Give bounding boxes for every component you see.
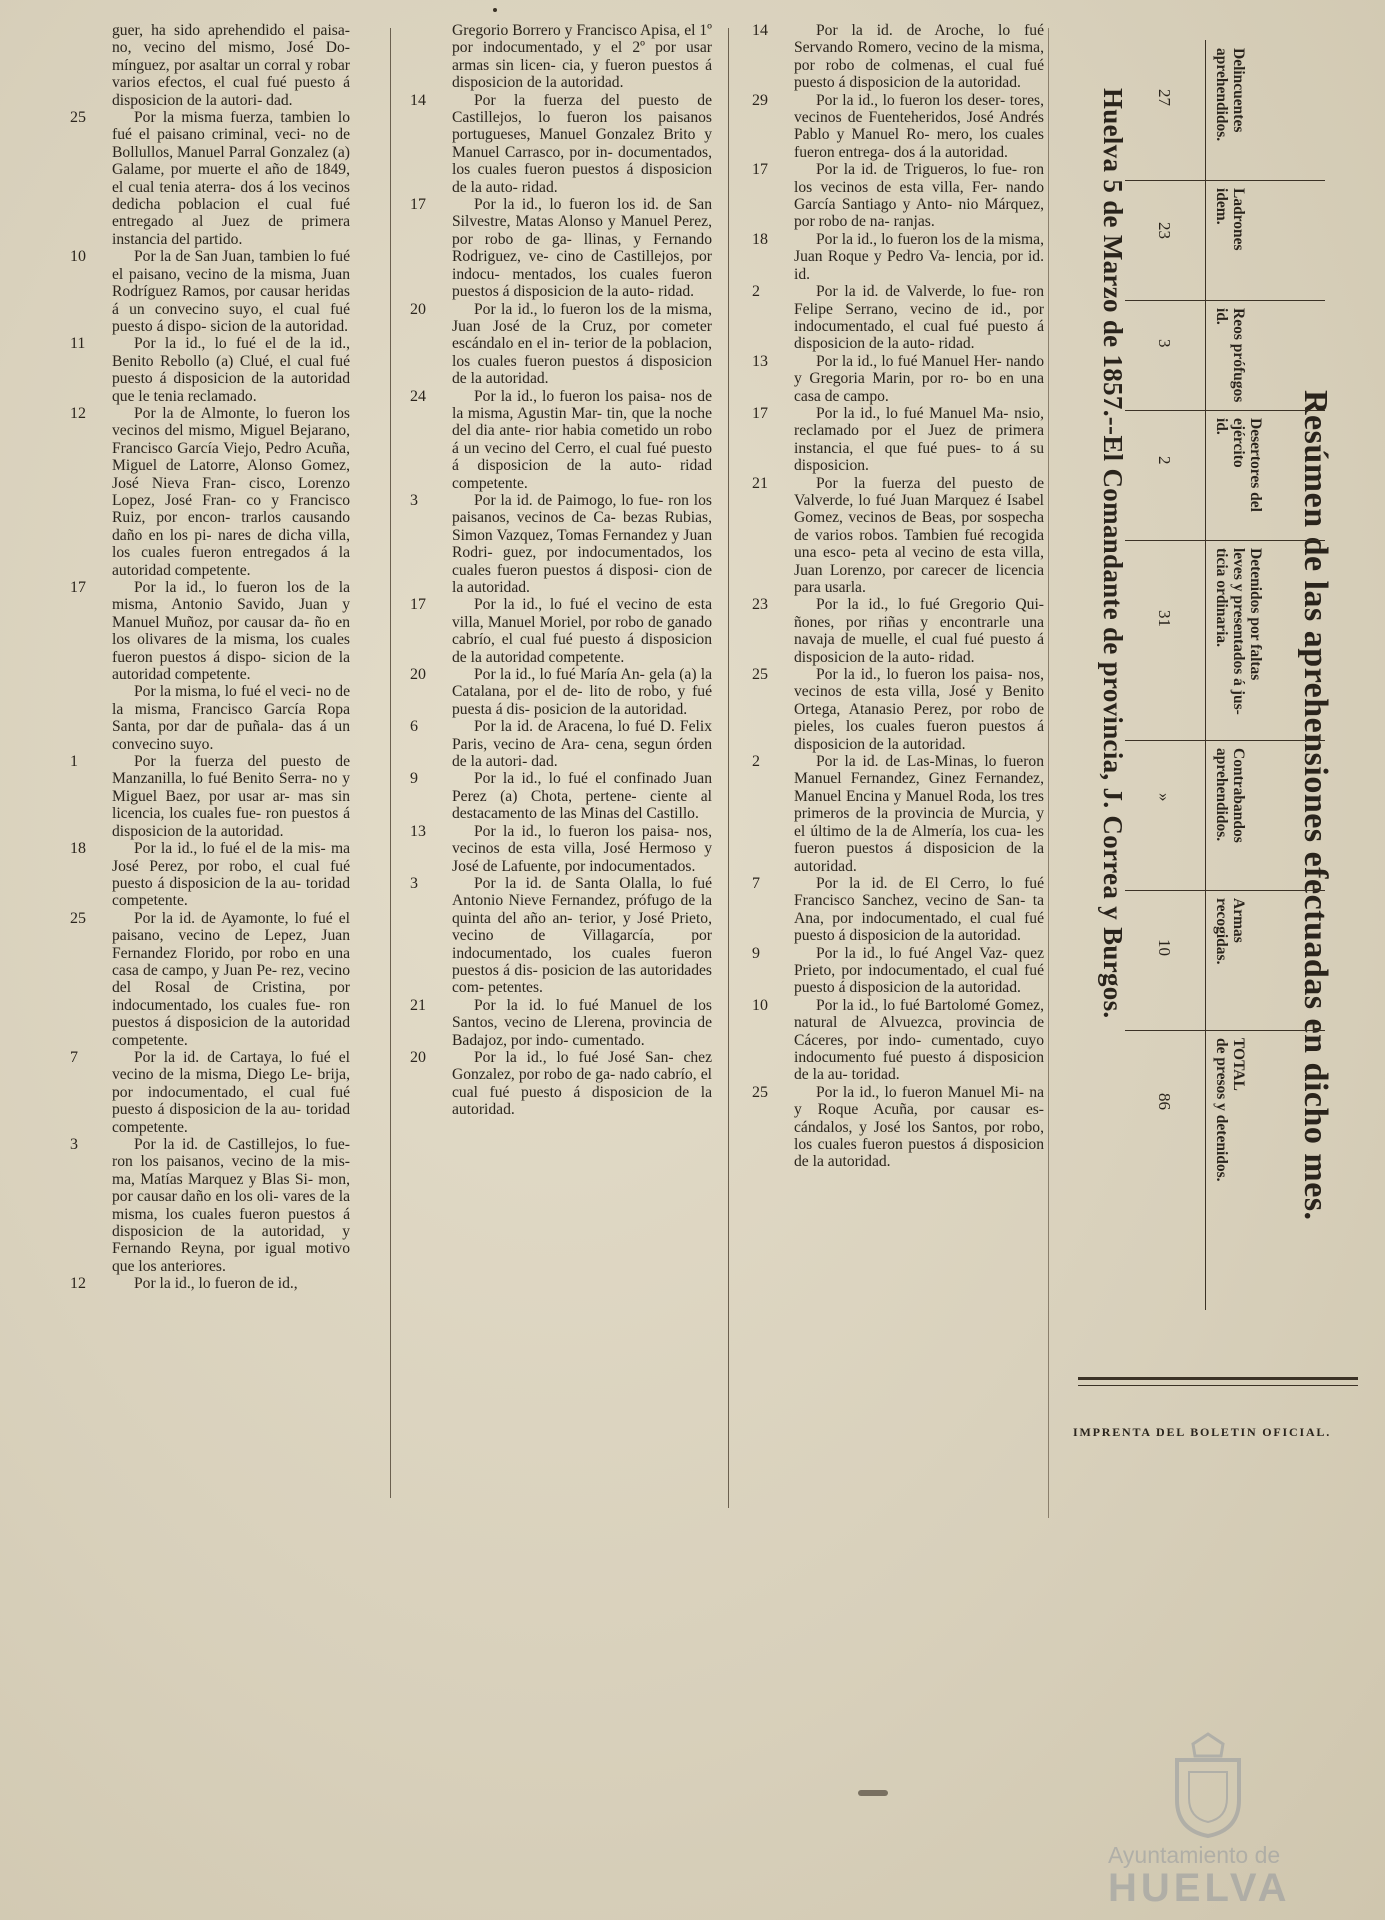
watermark-line-1: Ayuntamiento de bbox=[1108, 1842, 1281, 1868]
entry-text: Por la id. de Las-Minas, lo fueron Manuel Fernandez, Ginez Fernandez, Manuel Encina y Manuel Roda, los tres primeros de la provincia de Murcia, y el último de la de Almería, los cua- les fueron puestos á disposicion de la autoridad. bbox=[794, 753, 1044, 875]
summary-value: 10 bbox=[1155, 939, 1174, 956]
entry-day: 17 bbox=[70, 579, 86, 596]
summary-value: 27 bbox=[1155, 89, 1174, 106]
report-entry bbox=[400, 1049, 712, 1119]
report-entry bbox=[60, 753, 350, 840]
summary-row bbox=[1125, 1030, 1325, 1210]
text-column-2 bbox=[400, 22, 712, 1119]
entry-day: 13 bbox=[752, 352, 768, 370]
report-entry bbox=[742, 875, 1044, 945]
report-entry bbox=[400, 823, 712, 875]
summary-value: 3 bbox=[1155, 339, 1174, 348]
summary-table bbox=[1125, 40, 1325, 1310]
report-entry bbox=[60, 335, 350, 405]
entry-text: Por la id., lo fué Manuel Ma- nsio, reclamado por el Juez de primera instancia, el que fué pues- to á su disposicion. bbox=[794, 404, 1044, 475]
entry-day: 17 bbox=[410, 596, 426, 614]
entry-day: 7 bbox=[752, 874, 760, 892]
report-entry bbox=[742, 22, 1044, 92]
summary-value: 23 bbox=[1155, 222, 1174, 239]
entry-text: Por la id., lo fueron los paisa- nos de la misma, Agustin Mar- tin, que la noche del dia ante- rior habia cometido un robo á un vecino del Cerro, el cual fué puesto á disposicion de la auto- ridad competente. bbox=[452, 387, 712, 492]
text-column-1 bbox=[60, 22, 350, 1293]
entry-text: Por la id. de Valverde, lo fue- ron Felipe Serrano, vecino de id., por indocumentado, el cual fué puesto á disposicion de la auto- ridad. bbox=[794, 283, 1044, 353]
summary-row bbox=[1125, 40, 1325, 181]
entry-text: Por la id., lo fueron de id., bbox=[134, 1275, 298, 1293]
entry-text: Por la id., lo fué el vecino de esta villa, Manuel Moriel, por robo de ganado cabrío, el cual fué puesto á disposicion de la autoridad competente. bbox=[452, 596, 712, 666]
signature-line: Huelva 5 de Marzo de 1857.--El Comandante de provincia, J. Correa y Burgos. bbox=[1098, 88, 1128, 1019]
report-entry bbox=[400, 92, 712, 196]
entry-day: 25 bbox=[752, 666, 768, 684]
entry-day: 25 bbox=[70, 909, 86, 927]
archive-watermark bbox=[1108, 1730, 1318, 1910]
entry-day: 2 bbox=[752, 283, 760, 301]
report-entry bbox=[400, 875, 712, 997]
closing-rule bbox=[1078, 1377, 1358, 1386]
report-entry bbox=[60, 1049, 350, 1136]
report-entry bbox=[742, 405, 1044, 475]
report-entry bbox=[60, 109, 350, 248]
entry-day: 12 bbox=[70, 1275, 86, 1293]
entry-day: 12 bbox=[70, 404, 86, 422]
entry-day: 17 bbox=[752, 404, 768, 422]
report-entry bbox=[400, 492, 712, 596]
report-entry bbox=[60, 1136, 350, 1275]
entry-text: Por la id., lo fueron los paisa- nos, vecinos de esta villa, José y Benito Ortega, Atanasio Perez, por robo de pieles, los cuales fueron puestos á disposicion de la autoridad. bbox=[794, 666, 1044, 753]
summary-row bbox=[1125, 740, 1325, 891]
entry-day: 13 bbox=[410, 822, 426, 840]
entry-text: Por la id., lo fueron los paisa- nos, vecinos de esta villa, José Hermoso y José de Lafuente, por indocumentados. bbox=[452, 822, 712, 875]
summary-label: TOTAL de presos y detenidos. bbox=[1213, 1038, 1247, 1182]
summary-row bbox=[1125, 410, 1325, 541]
summary-value: 86 bbox=[1155, 1093, 1174, 1110]
entry-day: 2 bbox=[752, 753, 760, 771]
entry-text: Por la id. de Aroche, lo fué Servando Romero, vecino de la misma, por robo de colmenas, el cual fué puesto á disposicion de la autoridad. bbox=[794, 22, 1044, 92]
summary-row bbox=[1125, 540, 1325, 741]
entry-text: Por la id. de El Cerro, lo fué Francisco Sanchez, vecino de San- ta Ana, por indocumentado, el cual fué puesto á disposicion de la autoridad. bbox=[794, 874, 1044, 945]
summary-label: Reos prófugos id. bbox=[1213, 308, 1247, 403]
summary-row bbox=[1125, 890, 1325, 1031]
entry-day: 23 bbox=[752, 596, 768, 614]
ink-dot bbox=[493, 8, 497, 12]
entry-day: 9 bbox=[752, 944, 760, 962]
report-entry bbox=[60, 910, 350, 1049]
summary-value: 2 bbox=[1155, 456, 1174, 465]
report-entry bbox=[742, 997, 1044, 1084]
entry-text: Por la fuerza del puesto de Castillejos, lo fueron los paisanos portugueses, Manuel Gonzalez Brito y Manuel Carrasco, por in- documentados, los cuales fueron puestos á disposicion de la auto- ridad. bbox=[452, 91, 712, 196]
summary-label: Ladrones idem. bbox=[1213, 188, 1247, 251]
entry-day: 10 bbox=[752, 996, 768, 1014]
entry-text: Por la id., lo fué Bartolomé Gomez, natural de Alvuezca, provincia de Cáceres, por indo- cumentado, cuyo indocumento fué puesto á disposicion de la au- toridad. bbox=[794, 996, 1044, 1084]
report-entry bbox=[60, 22, 350, 109]
report-entry bbox=[400, 666, 712, 718]
entry-text: Por la id. de Santa Olalla, lo fué Antonio Nieve Fernandez, prófugo de la quinta del año an- terior, y José Prieto, vecino de Villagarcía, por indocumentado, los cuales fueron puestos á dis- posicion de las autoridades com- petentes. bbox=[452, 874, 712, 997]
entry-text: Por la id. de Paimogo, lo fue- ron los paisanos, vecinos de Ca- bezas Rubias, Simon Vazquez, Tomas Fernandez y Juan Rodri- guez, por indocumentados, los cuales fueron puestos á disposi- cion de la autoridad. bbox=[452, 491, 712, 596]
entry-day: 1 bbox=[70, 753, 78, 771]
entry-day: 3 bbox=[410, 491, 418, 509]
entry-text: Por la misma fuerza, tambien lo fué el paisano criminal, veci- no de Bollullos, Manuel Parral Gonzalez (a) Galame, por muerte el año de 1849, el cual tenia aterra- dos á los vecinos dedicha poblacion el cual fué entregado al Juez de primera instancia del partido. bbox=[112, 109, 350, 248]
entry-text: Por la id., lo fué Gregorio Qui- ñones, por riñas y encontrarle una navaja de muelle, el cual fué puesto á disposicion de la auto- ridad. bbox=[794, 596, 1044, 666]
report-entry bbox=[400, 388, 712, 492]
entry-day: 11 bbox=[70, 335, 86, 353]
summary-value: » bbox=[1155, 793, 1174, 802]
entry-text: Por la id. de Castillejos, lo fue- ron los paisanos, vecino de la mis- ma, Matías Marquez y Blas Si- mon, por causar daño en los oli- vares de la misma, los cuales fueron puestos á disposicion de la autoridad, y Fernando Reyna, por igual motivo que los anteriores. bbox=[112, 1136, 350, 1275]
entry-text: Por la id., lo fueron Manuel Mi- na y Roque Acuña, por causar es- cándalos, y José los Santos, por robo, los cuales fueron puestos á disposicion de la autoridad. bbox=[794, 1083, 1044, 1171]
column-rule bbox=[390, 28, 391, 1498]
column-rule bbox=[728, 28, 729, 1508]
entry-text: Por la de Almonte, lo fueron los vecinos del mismo, Miguel Bejarano, Francisco García Viejo, Pedro Acuña, Miguel de Latorre, Alonso Gomez, José Nieva Fran- cisco, Lorenzo Lopez, José Fran- co y Francisco Ruiz, por encon- trarlos causando daño en los pi- nares de dicha villa, los cuales fueron entregados á la autoridad competente. bbox=[112, 404, 350, 579]
report-entry bbox=[400, 22, 712, 92]
entry-day: 14 bbox=[752, 22, 768, 39]
entry-text: Por la id. lo fué Manuel de los Santos, vecino de Llerena, provincia de Badajoz, por indo- cumentado. bbox=[452, 996, 712, 1049]
entry-text: Por la id. de Cartaya, lo fué el vecino de la misma, Diego Le- brija, por indocumentado, el cual fué puesto á disposicion de la au- toridad competente. bbox=[112, 1048, 350, 1136]
summary-row bbox=[1125, 300, 1325, 411]
entry-day: 18 bbox=[70, 840, 86, 858]
entry-text: Por la id., lo fueron los de la misma, Antonio Savido, Juan y Manuel Muñoz, por causar da- ño en los olivares de la misma, los cuales fueron puestos á dispo- sicion de la autoridad competente. bbox=[112, 579, 350, 684]
entry-text: Por la id. de Trigueros, lo fue- ron los vecinos de esta villa, Fer- nando García Santiago y Anto- nio Márquez, por robo de na- ranjas. bbox=[794, 161, 1044, 231]
column-rule bbox=[1048, 28, 1049, 1518]
entry-day: 3 bbox=[410, 874, 418, 892]
entry-day: 9 bbox=[410, 770, 418, 788]
entry-day: 29 bbox=[752, 91, 768, 109]
entry-day: 20 bbox=[410, 666, 426, 684]
report-entry bbox=[742, 231, 1044, 283]
report-entry bbox=[742, 596, 1044, 666]
report-entry bbox=[400, 997, 712, 1049]
report-entry bbox=[400, 770, 712, 822]
summary-heading: Resúmen de las aprehensiones efectuadas en dicho mes. bbox=[1297, 390, 1334, 1221]
report-entry bbox=[60, 1275, 350, 1292]
report-entry bbox=[60, 683, 350, 753]
entry-text: Por la id., lo fueron los de la misma, Juan José de la Cruz, por cometer escándalo en el in- terior de la poblacion, los cuales fueron puestos á disposicion de la autoridad. bbox=[452, 300, 712, 388]
ink-smudge bbox=[858, 1790, 888, 1796]
entry-day: 7 bbox=[70, 1048, 78, 1066]
report-entry bbox=[742, 475, 1044, 597]
entry-text: Por la id., lo fueron los de la misma, Juan Roque y Pedro Va- lencia, por id. id. bbox=[794, 230, 1044, 283]
entry-text: guer, ha sido aprehendido el paisa- no, vecino del mismo, José Do- mínguez, por asaltar un corral y robar varios efectos, el cual fué puesto á disposicion de la autori- dad. bbox=[112, 22, 350, 109]
report-entry bbox=[742, 92, 1044, 162]
entry-day: 20 bbox=[410, 1048, 426, 1066]
entry-text: Por la id., lo fué el de la id., Benito Rebollo (a) Clué, el cual fué puesto á disposicion de la autoridad que le tenia reclamado. bbox=[112, 335, 350, 405]
entry-day: 3 bbox=[70, 1136, 78, 1153]
entry-text: Gregorio Borrero y Francisco Apisa, el 1º por indocumentado, y el 2º por usar armas sin licen- cia, y fueron puestos á disposicion de la autoridad. bbox=[452, 22, 712, 92]
report-entry bbox=[742, 283, 1044, 353]
entry-text: Por la id., lo fué el de la mis- ma José Perez, por robo, el cual fué puesto á disposicion de la au- toridad competente. bbox=[112, 840, 350, 910]
entry-day: 21 bbox=[752, 474, 768, 492]
summary-label: Detenidos por faltas leves y presentados á jus- ticia ordinaria. bbox=[1213, 548, 1264, 715]
report-entry bbox=[742, 353, 1044, 405]
entry-text: Por la id., lo fué María An- gela (a) la Catalana, por el de- lito de robo, y fué puesta á dis- posicion de la autoridad. bbox=[452, 666, 712, 718]
entry-day: 17 bbox=[410, 196, 426, 214]
entry-day: 20 bbox=[410, 300, 426, 318]
entry-day: 17 bbox=[752, 161, 768, 179]
entry-text: Por la id., lo fueron los id. de San Silvestre, Matas Alonso y Manuel Perez, por robo de ga- llinas, y Fernando Rodriguez, ve- cino de Castillejos, por indocu- mentados, los cuales fueron puestos á disposicion de la auto- ridad. bbox=[452, 196, 712, 301]
report-entry bbox=[742, 161, 1044, 231]
entry-day: 25 bbox=[752, 1083, 768, 1101]
entry-day: 24 bbox=[410, 387, 426, 405]
text-column-3 bbox=[742, 22, 1044, 1171]
summary-row bbox=[1125, 180, 1325, 301]
entry-day: 6 bbox=[410, 718, 418, 736]
entry-day: 18 bbox=[752, 230, 768, 248]
summary-label: Desertores del ejército id. bbox=[1213, 418, 1264, 512]
report-entry bbox=[60, 840, 350, 910]
entry-text: Por la id. de Aracena, lo fué D. Felix Paris, vecino de Ara- cena, segun órden de la autori- dad. bbox=[452, 718, 712, 771]
report-entry bbox=[400, 596, 712, 666]
report-entry bbox=[400, 196, 712, 300]
entry-day: 25 bbox=[70, 109, 86, 127]
entry-text: Por la id., lo fué Manuel Her- nando y Gregoria Marin, por ro- bo en una casa de campo. bbox=[794, 352, 1044, 405]
entry-day: 10 bbox=[70, 248, 86, 266]
summary-label: Delincuentes aprehendidos. bbox=[1213, 48, 1247, 142]
report-entry bbox=[742, 753, 1044, 875]
report-entry bbox=[742, 666, 1044, 753]
summary-value: 31 bbox=[1155, 610, 1174, 627]
entry-text: Por la id. de Ayamonte, lo fué el paisano, vecino de Lepez, Juan Fernandez Florido, por robo en una casa de campo, y Juan Pe- rez, vecino del Rosal de Cristina, por indocumentado, los cuales fue- ron puestos á disposicion de la autoridad competente. bbox=[112, 909, 350, 1049]
report-entry bbox=[60, 579, 350, 683]
entry-text: Por la id., lo fueron los deser- tores, vecinos de Fuenteheridos, José Andrés Pablo y Manuel Ro- mero, los cuales fueron entrega- dos á la autoridad. bbox=[794, 91, 1044, 161]
imprint-line: IMPRENTA DEL BOLETIN OFICIAL. bbox=[1073, 1425, 1332, 1439]
entry-text: Por la de San Juan, tambien lo fué el paisano, vecino de la misma, Juan Rodríguez Ramos, por causar heridas á un convecino suyo, el cual fué puesto á dispo- sicion de la autoridad. bbox=[112, 248, 350, 335]
report-entry bbox=[400, 301, 712, 388]
crest-icon bbox=[1163, 1730, 1253, 1840]
watermark-line-2: HUELVA bbox=[1108, 1866, 1291, 1910]
entry-text: Por la id., lo fué Angel Vaz- quez Prieto, por indocumentado, el cual fué puesto á disposicion de la autoridad. bbox=[794, 944, 1044, 997]
entry-text: Por la fuerza del puesto de Valverde, lo fué Juan Marquez é Isabel Gomez, vecinos de Beas, por sospecha de varios robos. Tambien fué recogida una esco- peta al vecino de esta villa, Juan Lorenzo, por carecer de licencia para usarla. bbox=[794, 474, 1044, 596]
summary-label: Contrabandos aprehendidos. bbox=[1213, 748, 1247, 843]
entry-text: Por la id., lo fué el confinado Juan Perez (a) Chota, pertene- ciente al destacamento de las Minas del Castillo. bbox=[452, 770, 712, 823]
entry-text: Por la fuerza del puesto de Manzanilla, lo fué Benito Serra- no y Miguel Baez, por usar ar- mas sin licencia, los cuales fue- ron puestos á disposicion de la autoridad. bbox=[112, 753, 350, 840]
report-entry bbox=[60, 248, 350, 335]
entry-day: 14 bbox=[410, 91, 426, 109]
summary-label: Armas recogidas. bbox=[1213, 898, 1247, 965]
report-entry bbox=[60, 405, 350, 579]
entry-text: Por la id., lo fué José San- chez Gonzalez, por robo de ga- nado cabrío, el cual fué puesto á disposicion de la autoridad. bbox=[452, 1048, 712, 1119]
report-entry bbox=[742, 1084, 1044, 1171]
report-entry bbox=[400, 718, 712, 770]
report-entry bbox=[742, 945, 1044, 997]
entry-text: Por la misma, lo fué el veci- no de la misma, Francisco García Ropa Santa, por dar de puñala- das á un convecino suyo. bbox=[112, 683, 350, 753]
entry-day: 21 bbox=[410, 996, 426, 1014]
